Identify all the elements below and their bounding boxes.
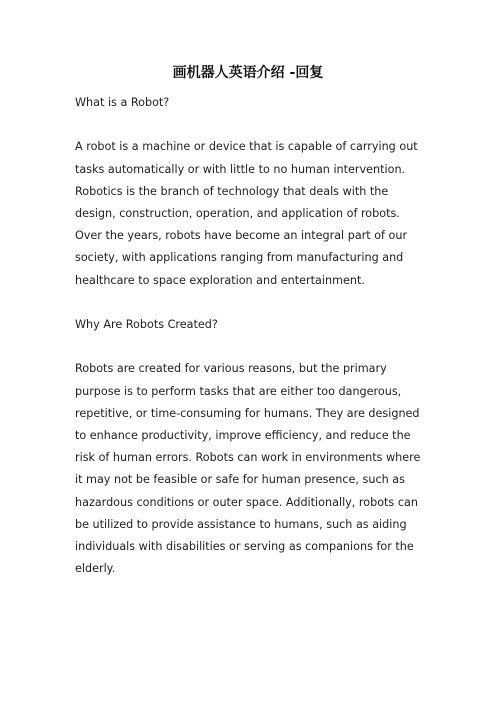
- section-heading-what-is-robot: What is a Robot?: [75, 96, 170, 109]
- section-paragraph-why-robots-created: Robots are created for various reasons, but the primary purpose is to perform tasks that are either too dangerous, repetitive, or time-consuming for humans. They are designed to enhance productivity, improve efficiency, and reduce the risk of human errors. Robots can work in environments where it may not be feasible or safe for human presence, such as hazardous conditions or outer space. Additionally, robots can be utilized to provide assistance to humans, such as aiding individuals with disabilities or serving as companions for the elderly.: [75, 362, 421, 576]
- document-body: [75, 92, 425, 603]
- section-paragraph-what-is-robot: A robot is a machine or device that is capable of carrying out tasks automatically or with little to no human intervention. Robotics is the branch of technology that deals with the design, construction, operation, and application of robots. Over the years, robots have become an integral part of our society, with applications ranging from manufacturing and healthcare to space exploration and entertainment.: [75, 140, 418, 287]
- section-heading-why-robots-created: Why Are Robots Created?: [75, 318, 218, 331]
- document-title: 画机器人英语介绍 -回复: [172, 65, 324, 81]
